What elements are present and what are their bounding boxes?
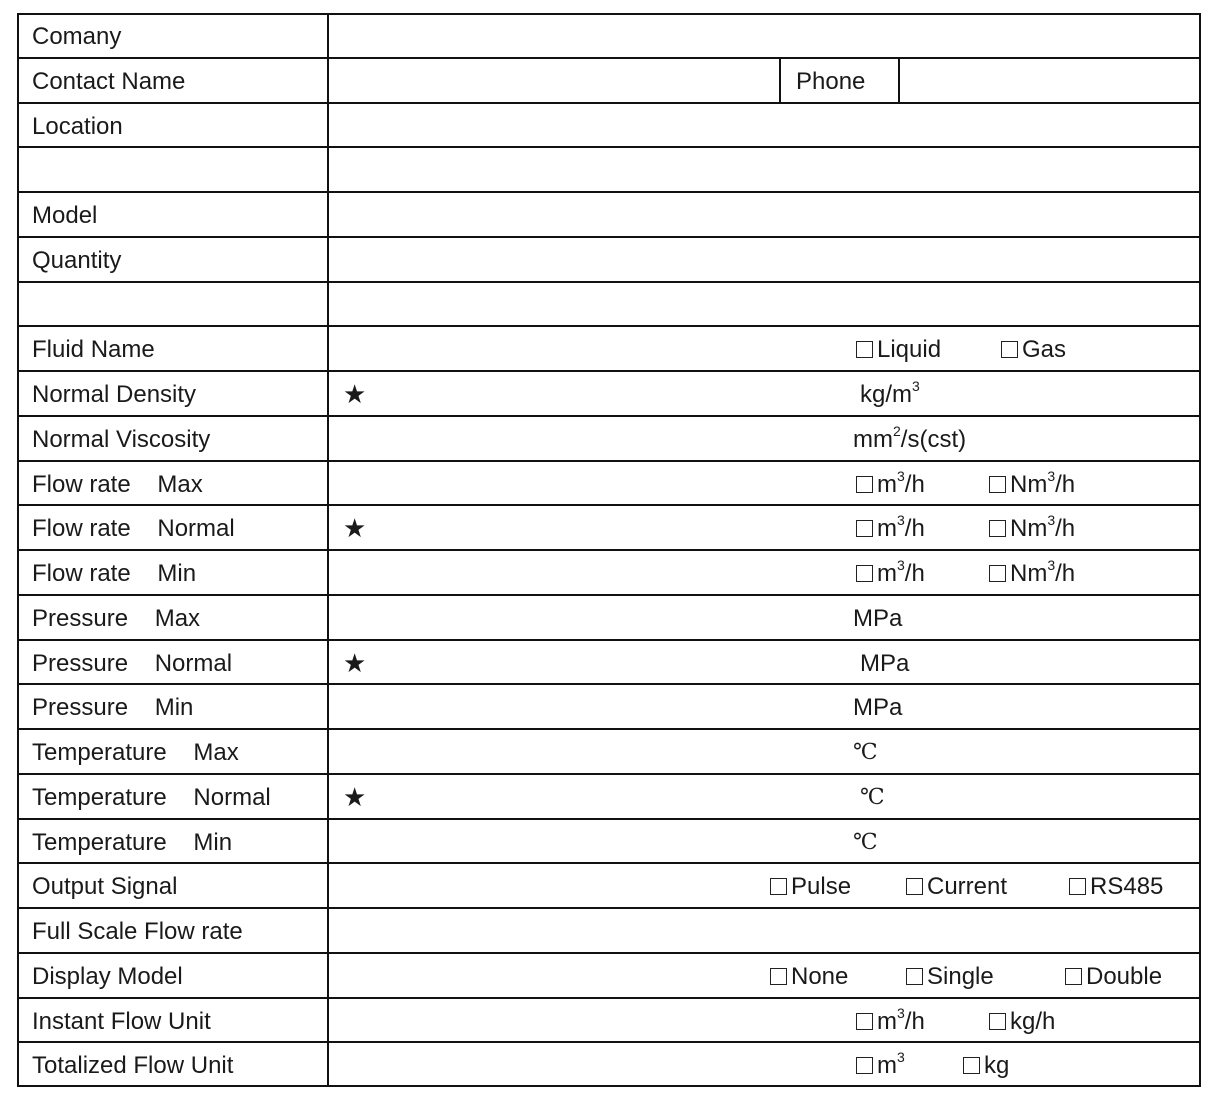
blank-field-2[interactable] [337, 282, 1197, 327]
checkbox-square-icon [989, 476, 1006, 493]
checkbox-square-icon [1001, 341, 1018, 358]
checkbox-square-icon [963, 1057, 980, 1074]
flow-rate-min-label: Flow rate Min [32, 560, 197, 587]
flow-min-nm3h-checkbox[interactable]: Nm$^3$/h [989, 550, 1075, 595]
row-blank-1 [17, 147, 1201, 192]
temperature-normal-unit: ℃ [860, 784, 885, 810]
pressure-max-unit: MPa [853, 604, 903, 632]
pressure-min-unit: MPa [853, 694, 903, 722]
rs485-checkbox[interactable]: RS485 [1069, 863, 1163, 908]
quantity-label: Quantity [32, 246, 122, 274]
phone-field[interactable] [907, 58, 1197, 103]
row-flow-rate-min [17, 550, 1201, 595]
fluid-name-label: Fluid Name [32, 336, 155, 364]
required-star-icon: ★ [343, 379, 367, 409]
checkbox-square-icon [989, 520, 1006, 537]
normal-density-label: Normal Density [32, 381, 197, 408]
required-star-icon: ★ [343, 647, 367, 678]
checkbox-square-icon [770, 968, 787, 985]
company-label: Comany [32, 23, 122, 50]
checkbox-square-icon [1065, 968, 1082, 985]
checkbox-square-icon [856, 476, 873, 493]
flow-max-nm3h-checkbox[interactable]: Nm$^3$/h [989, 461, 1075, 506]
row-temperature-max [17, 729, 1201, 774]
pressure-min-label: Pressure Min [32, 694, 194, 722]
row-pressure-min [17, 684, 1201, 729]
gas-checkbox[interactable]: Gas [1001, 326, 1066, 371]
checkbox-square-icon [770, 878, 787, 895]
location-label: Location [32, 112, 123, 140]
density-unit: $kg/m^3$ [860, 378, 920, 408]
row-company [17, 13, 1201, 58]
row-normal-viscosity [17, 416, 1201, 461]
double-checkbox[interactable]: Double [1065, 953, 1162, 998]
row-pressure-normal [17, 640, 1201, 685]
company-field[interactable] [337, 13, 1197, 58]
pulse-checkbox[interactable]: Pulse [770, 863, 851, 908]
phone-label: Phone [796, 67, 866, 95]
liquid-checkbox[interactable]: Liquid [856, 326, 941, 371]
contact-name-field[interactable] [337, 58, 777, 103]
full-scale-flow-rate-label: Full Scale Flow rate [32, 918, 243, 945]
row-model [17, 192, 1201, 237]
flow-normal-m3h-checkbox[interactable]: $m^3/h$ [856, 505, 925, 550]
row-full-scale-flow-rate [17, 908, 1201, 953]
model-field[interactable] [337, 192, 1197, 237]
checkbox-square-icon [856, 565, 873, 582]
output-signal-label: Output Signal [32, 873, 178, 901]
checkbox-square-icon [906, 968, 923, 985]
temperature-max-label: Temperature Max [32, 739, 239, 766]
row-display-model [17, 953, 1201, 998]
model-label: Model [32, 202, 98, 229]
temperature-max-unit: ℃ [853, 740, 878, 765]
temperature-min-label: Temperature Min [32, 828, 233, 856]
row-contact [17, 58, 1201, 103]
checkbox-square-icon [1069, 878, 1086, 895]
flow-rate-max-label: Flow rate Max [32, 470, 203, 498]
none-checkbox[interactable]: None [770, 953, 848, 998]
normal-viscosity-label: Normal Viscosity [32, 425, 211, 453]
flow-normal-nm3h-checkbox[interactable]: Nm$^3$/h [989, 505, 1075, 550]
temperature-min-unit: ℃ [853, 829, 878, 855]
quantity-field[interactable] [337, 237, 1197, 282]
row-totalized-flow-unit [17, 1042, 1201, 1087]
current-checkbox[interactable]: Current [906, 863, 1007, 908]
row-quantity [17, 237, 1201, 282]
checkbox-square-icon [989, 565, 1006, 582]
row-temperature-min [17, 819, 1201, 864]
temperature-normal-label: Temperature Normal [32, 783, 271, 811]
checkbox-square-icon [856, 1013, 873, 1030]
totalized-kg-checkbox[interactable]: kg [963, 1042, 1009, 1087]
row-temperature-normal [17, 774, 1201, 819]
checkbox-square-icon [989, 1013, 1006, 1030]
row-flow-rate-max [17, 461, 1201, 506]
required-star-icon: ★ [343, 781, 367, 812]
row-fluid-name [17, 326, 1201, 371]
row-instant-flow-unit [17, 998, 1201, 1043]
instant-m3h-checkbox[interactable]: $m^3/h$ [856, 998, 925, 1043]
checkbox-square-icon [856, 1057, 873, 1074]
row-location [17, 103, 1201, 148]
full-scale-flow-rate-field[interactable] [337, 908, 1197, 953]
inquiry-form [17, 13, 1201, 1087]
display-model-label: Display Model [32, 962, 183, 990]
viscosity-unit: $mm^2/s(cst)$ [853, 422, 967, 453]
flow-rate-normal-label: Flow rate Normal [32, 515, 235, 543]
checkbox-square-icon [906, 878, 923, 895]
totalized-flow-unit-label: Totalized Flow Unit [32, 1052, 234, 1080]
row-output-signal [17, 863, 1201, 908]
row-blank-2 [17, 282, 1201, 327]
location-field[interactable] [337, 103, 1197, 148]
instant-kgh-checkbox[interactable]: kg/h [989, 998, 1055, 1043]
pressure-normal-unit: MPa [860, 649, 910, 677]
pressure-max-label: Pressure Max [32, 604, 201, 632]
row-normal-density [17, 371, 1201, 416]
blank-field-1[interactable] [337, 147, 1197, 192]
row-flow-rate-normal [17, 505, 1201, 550]
single-checkbox[interactable]: Single [906, 953, 994, 998]
checkbox-square-icon [856, 341, 873, 358]
checkbox-square-icon [856, 520, 873, 537]
flow-max-m3h-checkbox[interactable]: $m^3/h$ [856, 461, 925, 506]
flow-min-m3h-checkbox[interactable]: $m^3/h$ [856, 550, 925, 595]
instant-flow-unit-label: Instant Flow Unit [32, 1007, 211, 1035]
contact-name-label: Contact Name [32, 67, 186, 95]
required-star-icon: ★ [343, 513, 367, 544]
row-pressure-max [17, 595, 1201, 640]
pressure-normal-label: Pressure Normal [32, 649, 233, 677]
totalized-m3-checkbox[interactable]: $m^3$ [856, 1042, 905, 1087]
